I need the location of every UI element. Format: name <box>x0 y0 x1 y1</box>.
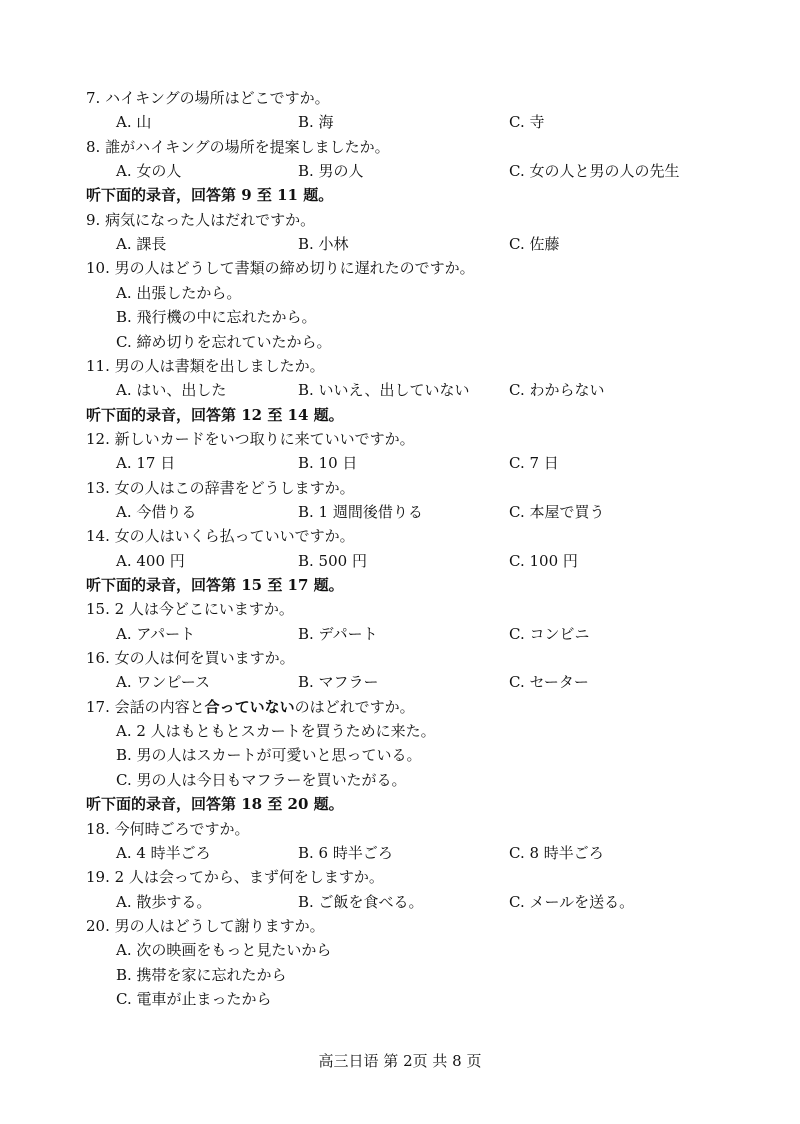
answer-option: A. 17 日 <box>116 454 176 473</box>
answer-option: B. デパート <box>298 624 378 643</box>
option-line <box>0 305 800 329</box>
section-heading: 听下面的录音，回答第 12 至 14 题。 <box>86 405 344 424</box>
option-line <box>0 768 800 792</box>
answer-option: A. 課長 <box>116 235 167 254</box>
option-row <box>0 841 800 865</box>
answer-option: A. アパート <box>116 624 196 643</box>
answer-option: A. ワンピース <box>116 673 211 692</box>
answer-option: C. 100 円 <box>509 551 578 570</box>
option-row <box>0 378 800 402</box>
section-heading: 听下面的录音，回答第 15 至 17 题。 <box>86 576 344 594</box>
answer-option: A. 山 <box>116 113 152 132</box>
question-line: 17. 会話の内容と合っていないのはどれですか。 <box>86 697 415 716</box>
answer-option: B. 小林 <box>298 235 349 254</box>
question-line: 18. 今何時ごろですか。 <box>86 819 250 838</box>
option-row <box>0 890 800 914</box>
answer-option: B. 男の人 <box>298 162 364 181</box>
answer-option: C. 電車が止まったから <box>116 989 272 1008</box>
answer-option: C. コンビニ <box>509 624 590 643</box>
answer-option: B. いいえ、出していない <box>298 381 470 400</box>
question-line: 20. 男の人はどうして謝りますか。 <box>86 916 325 935</box>
answer-option: B. 6 時半ごろ <box>298 843 393 862</box>
answer-option: B. 海 <box>298 113 334 132</box>
answer-option: B. 1 週間後借りる <box>298 502 423 521</box>
question-line: 9. 病気になった人はだれですか。 <box>86 210 316 229</box>
question-line: 12. 新しいカードをいつ取りに来ていいですか。 <box>86 429 415 448</box>
option-row <box>0 500 800 524</box>
option-row <box>0 232 800 256</box>
answer-option: A. 400 円 <box>116 551 185 570</box>
question-line: 14. 女の人はいくら払っていいですか。 <box>86 527 355 546</box>
answer-option: B. 10 日 <box>298 454 358 473</box>
answer-option: A. 散歩する。 <box>116 892 212 911</box>
section-heading: 听下面的录音，回答第 9 至 11 题。 <box>86 186 334 205</box>
option-line <box>0 719 800 743</box>
question-line: 13. 女の人はこの辞書をどうしますか。 <box>86 478 355 497</box>
section-heading: 听下面的录音，回答第 18 至 20 题。 <box>86 795 344 814</box>
option-line <box>0 743 800 767</box>
option-line <box>0 963 800 987</box>
answer-option: C. 締め切りを忘れていたから。 <box>116 332 332 351</box>
answer-option: C. 男の人は今日もマフラーを買いたがる。 <box>116 770 407 789</box>
answer-option: A. 女の人 <box>116 162 182 181</box>
answer-option: A. 次の映画をもっと見たいから <box>116 941 332 960</box>
option-row <box>0 622 800 646</box>
question-line: 16. 女の人は何を買いますか。 <box>86 649 295 668</box>
page-footer: 高三日语 第 2页 共 8 页 <box>318 1052 482 1070</box>
option-row <box>0 549 800 573</box>
question-line: 10. 男の人はどうして書類の締め切りに遅れたのですか。 <box>86 259 475 278</box>
question-line: 7. ハイキングの場所はどこですか。 <box>86 89 330 107</box>
answer-option: B. 飛行機の中に忘れたから。 <box>116 308 317 327</box>
answer-option: B. ご飯を食べる。 <box>298 892 424 911</box>
answer-option: C. 佐藤 <box>509 235 560 254</box>
question-line: 11. 男の人は書類を出しましたか。 <box>86 356 325 375</box>
question-line: 15. 2 人は今どこにいますか。 <box>86 600 294 619</box>
option-line <box>0 987 800 1011</box>
answer-option: C. 女の人と男の人の先生 <box>509 162 680 181</box>
answer-option: B. 携帯を家に忘れたから <box>116 965 287 984</box>
option-row <box>0 670 800 694</box>
answer-option: A. 今借りる <box>116 502 197 521</box>
option-line <box>0 281 800 305</box>
option-line <box>0 938 800 962</box>
answer-option: A. 出張したから。 <box>116 283 242 302</box>
answer-option: A. 4 時半ごろ <box>116 843 211 862</box>
answer-option: C. 本屋で買う <box>509 502 605 521</box>
question-line: 19. 2 人は会ってから、まず何をしますか。 <box>86 868 384 887</box>
answer-option: C. メールを送る。 <box>509 892 635 911</box>
answer-option: C. 8 時半ごろ <box>509 843 604 862</box>
answer-option: B. 男の人はスカートが可愛いと思っている。 <box>116 746 422 765</box>
option-row <box>0 110 800 134</box>
answer-option: A. 2 人はもともとスカートを買うために来た。 <box>116 722 436 741</box>
answer-option: C. 寺 <box>509 113 545 132</box>
answer-option: C. 7 日 <box>509 454 559 473</box>
option-row <box>0 159 800 183</box>
answer-option: A. はい、出した <box>116 381 227 400</box>
question-line: 8. 誰がハイキングの場所を提案しましたか。 <box>86 137 390 156</box>
option-line <box>0 330 800 354</box>
answer-option: B. 500 円 <box>298 551 367 570</box>
answer-option: B. マフラー <box>298 673 379 692</box>
option-row <box>0 451 800 475</box>
emphasis-text: 合っていない <box>204 697 295 716</box>
answer-option: C. セーター <box>509 673 589 692</box>
answer-option: C. わからない <box>509 381 605 400</box>
